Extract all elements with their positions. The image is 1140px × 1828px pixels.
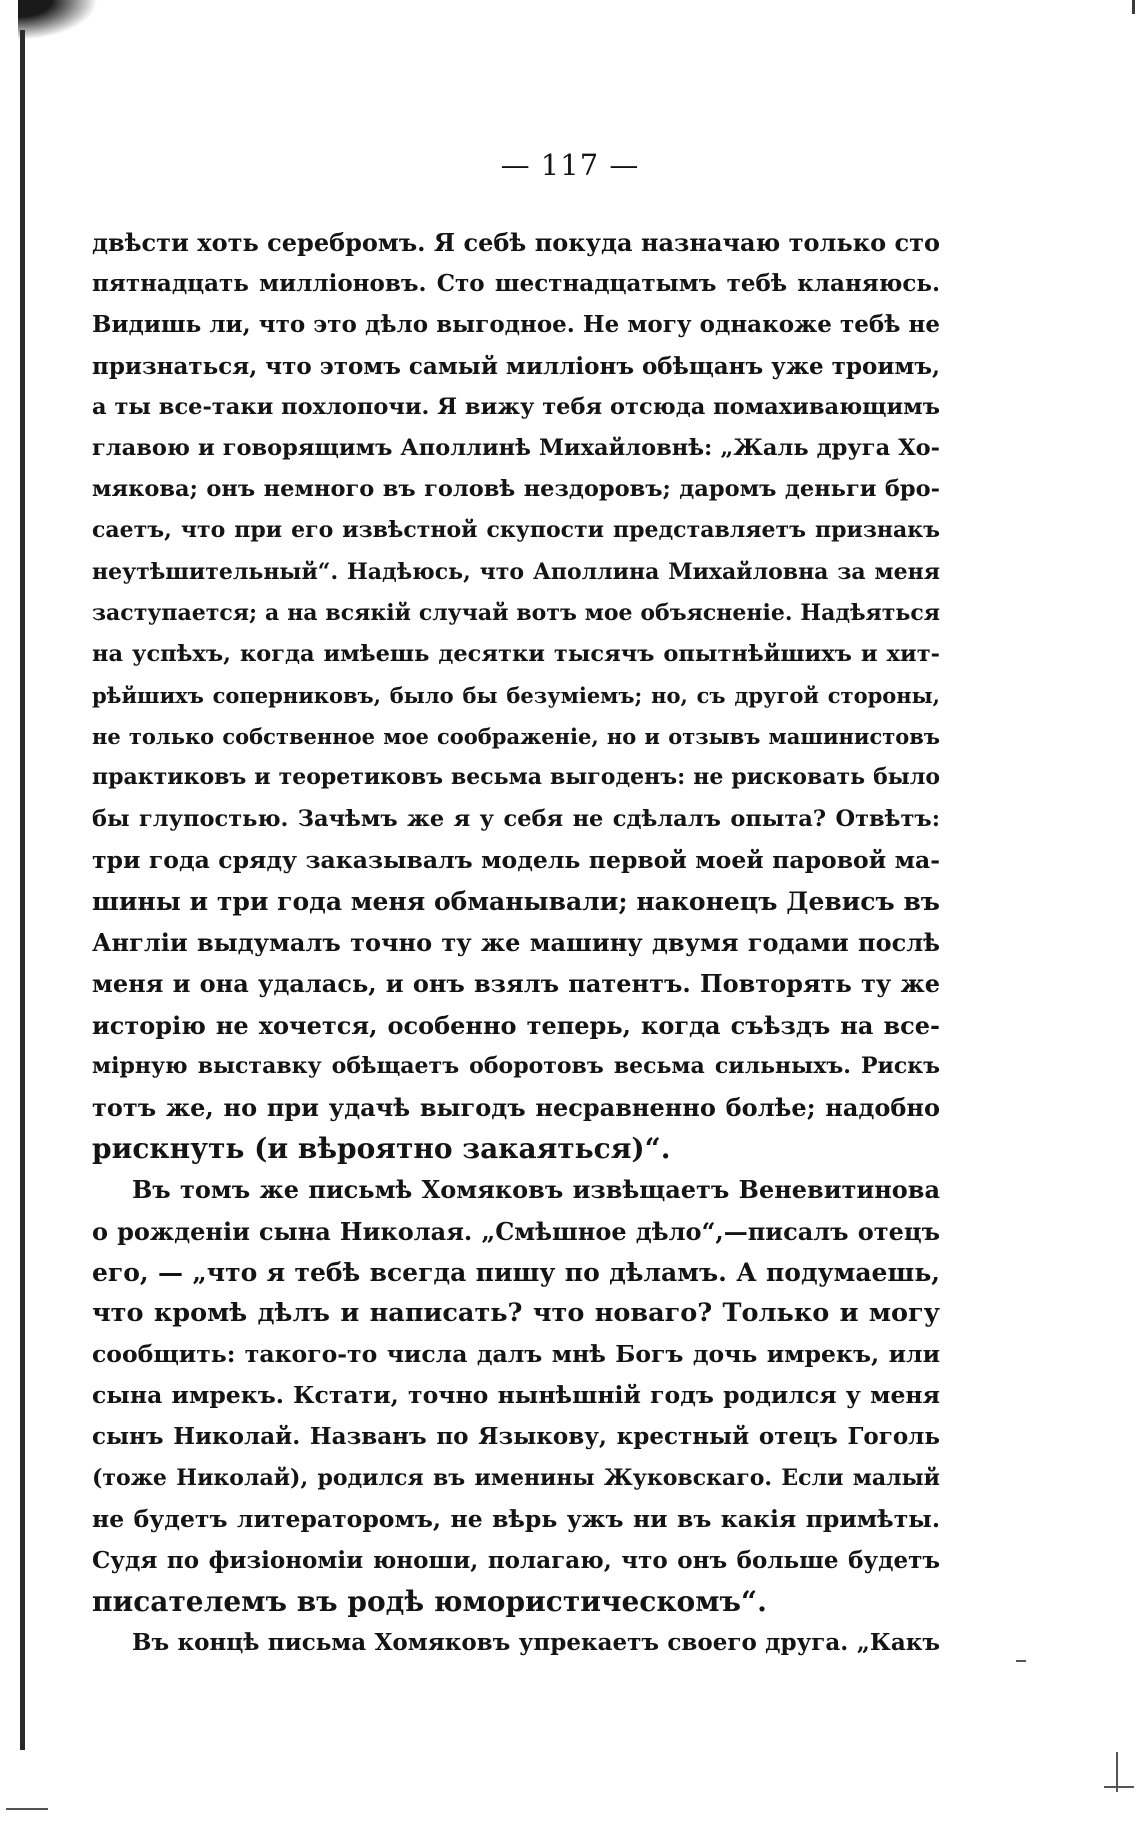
scan-left-border — [20, 30, 25, 1750]
text-line: писателемъ въ родѣ юмористическомъ“. — [92, 1585, 767, 1619]
scan-bottom-right-rule — [1104, 1786, 1134, 1788]
text-line: исторію не хочется, особенно теперь, когда съѣздъ на все- — [92, 1010, 940, 1040]
text-line: сообщить: такого-то числа далъ мнѣ Богъ дочь имрекъ, или — [92, 1340, 940, 1369]
text-line: мірную выставку обѣщаетъ оборотовъ весьма сильныхъ. Рискъ — [92, 1052, 940, 1079]
text-line: двѣсти хоть серебромъ. Я себѣ покуда назначаю только сто — [92, 228, 940, 257]
scan-edge-shadow — [18, 0, 98, 40]
text-line: неутѣшительный“. Надѣюсь, что Аполлина Михайловна за меня — [92, 558, 940, 585]
text-line: Въ томъ же письмѣ Хомяковъ извѣщаетъ Веневитинова — [132, 1175, 940, 1205]
text-line: главою и говорящимъ Аполлинѣ Михайловнѣ: „Жаль друга Хо- — [92, 434, 940, 461]
text-line: мякова; онъ немного въ головѣ нездоровъ; даромъ деньги бро- — [92, 476, 940, 503]
text-line: Видишь ли, что это дѣло выгодное. Не могу однакоже тебѣ не — [92, 311, 940, 339]
text-line: на успѣхъ, когда имѣешь десятки тысячъ опытнѣйшихъ и хит- — [92, 640, 940, 667]
text-line: сына имрекъ. Кстати, точно нынѣшній годъ родился у меня — [92, 1381, 940, 1410]
text-line: а ты все-таки похлопочи. Я вижу тебя отсюда помахивающимъ — [92, 393, 940, 420]
text-line: о рожденіи сына Николая. „Смѣшное дѣло“,—писалъ отецъ — [92, 1216, 940, 1246]
text-line: Судя по физіономіи юноши, полагаю, что онъ больше будетъ — [92, 1547, 940, 1574]
text-line: шины и три года меня обманывали; наконецъ Девисъ въ — [92, 887, 940, 916]
text-line: его, — „что я тебѣ всегда пишу по дѣламъ. А подумаешь, — [92, 1257, 940, 1287]
scan-bottom-left-rule — [6, 1808, 48, 1810]
text-line: Англіи выдумалъ точно ту же машину двумя годами послѣ — [92, 928, 940, 958]
text-line: тотъ же, но при удачѣ выгодъ несравненно болѣе; надобно — [92, 1092, 940, 1122]
text-line: саетъ, что при его извѣстной скупости представляетъ признакъ — [92, 517, 940, 544]
text-line: не только собственное мое соображеніе, но и отзывъ машинистовъ — [92, 724, 940, 750]
text-line: заступается; а на всякій случай вотъ мое объясненіе. Надѣяться — [92, 599, 940, 626]
scan-right-mark — [1132, 0, 1135, 14]
scan-bottom-right-tick — [1116, 1752, 1118, 1792]
text-line: не будетъ литераторомъ, не вѣрь ужъ ни въ какія примѣты. — [92, 1504, 940, 1533]
text-line: три года сряду заказывалъ модель первой моей паровой ма- — [92, 845, 940, 874]
text-line: рѣйшихъ соперниковъ, было бы безуміемъ; но, съ другой стороны, — [92, 683, 940, 709]
text-line: пятнадцать милліоновъ. Сто шестнадцатымъ тебѣ кланяюсь. — [92, 270, 940, 298]
text-line: сынъ Николай. Названъ по Языкову, крестный отецъ Гоголь — [92, 1423, 940, 1451]
text-line: бы глупостью. Зачѣмъ же я у себя не сдѣлалъ опыта? Отвѣтъ: — [92, 805, 940, 832]
text-line: практиковъ и теоретиковъ весьма выгоденъ: не рисковать было — [92, 764, 940, 791]
text-line: рискнуть (и вѣроятно закаяться)“. — [92, 1132, 671, 1166]
body-text — [92, 222, 940, 1664]
scan-margin-dash — [1016, 1660, 1026, 1662]
page-number: — 117 — — [500, 148, 640, 182]
text-line: меня и она удалась, и онъ взялъ патентъ. Повторять ту же — [92, 969, 940, 999]
text-line: Въ концѣ письма Хомяковъ упрекаетъ своего друга. „Какъ — [132, 1629, 940, 1657]
text-line: что кромѣ дѣлъ и написать? что новаго? Только и могу — [92, 1297, 940, 1328]
text-line: (тоже Николай), родился въ именины Жуковскаго. Если малый — [92, 1464, 940, 1491]
text-line: признаться, что этомъ самый милліонъ обѣщанъ уже троимъ, — [92, 352, 941, 380]
